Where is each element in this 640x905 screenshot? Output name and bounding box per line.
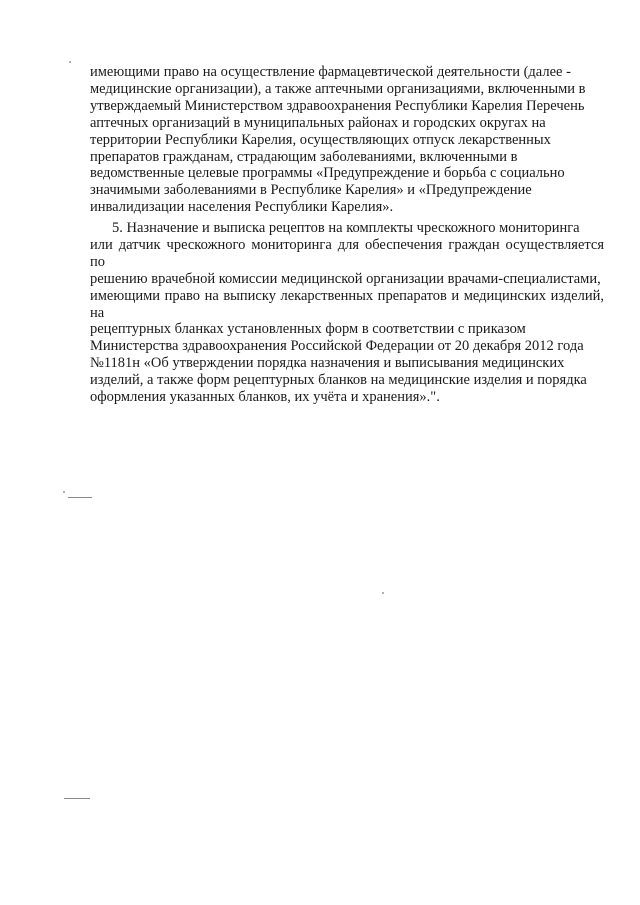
text-line: рецептурных бланках установленных форм в соответствии с приказом bbox=[90, 321, 526, 338]
text-line: значимыми заболеваниями в Республике Карелия» и «Предупреждение bbox=[90, 182, 532, 199]
scan-speck bbox=[69, 61, 71, 63]
text-line: ведомственные целевые программы «Предупреждение и борьба с социально bbox=[90, 165, 565, 182]
text-line: инвалидизации населения Республики Карелия». bbox=[90, 199, 394, 216]
text-line: имеющими право на осуществление фармацевтической деятельности (далее - bbox=[90, 64, 571, 80]
text-line: №1181н «Об утверждении порядка назначения и выписывания медицинских bbox=[90, 355, 565, 372]
text-line: утверждаемый Министерством здравоохранения Республики Карелия Перечень bbox=[90, 97, 585, 114]
text-line: 5. Назначение и выписка рецептов на комплекты чрескожного мониторинга bbox=[112, 220, 580, 236]
scan-speck bbox=[63, 491, 65, 493]
text-line: оформления указанных бланков, их учёта и хранения».". bbox=[90, 389, 440, 406]
text-line: Министерства здравоохранения Российской Федерации от 20 декабря 2012 года bbox=[90, 338, 584, 355]
scan-mark bbox=[64, 798, 90, 799]
paragraph-item-5 bbox=[90, 220, 604, 406]
text-line: территории Республики Карелия, осуществляющих отпуск лекарственных bbox=[90, 131, 551, 148]
text-line: изделий, а также форм рецептурных бланков на медицинские изделия и порядка bbox=[90, 372, 587, 389]
text-line: препаратов гражданам, страдающим заболеваниями, включенными в bbox=[90, 148, 518, 165]
text-line: решению врачебной комиссии медицинской организации врачами-специалистами, bbox=[90, 270, 601, 287]
text-line: аптечных организаций в муниципальных районах и городских округах на bbox=[90, 114, 546, 131]
scan-speck bbox=[382, 592, 384, 594]
text-line: имеющими право на выписку лекарственных препаратов и медицинских изделий, на bbox=[90, 287, 604, 321]
scan-mark bbox=[68, 497, 92, 498]
paragraph-continuation bbox=[90, 64, 604, 216]
text-line: медицинские организации), а также аптечными организациями, включенными в bbox=[90, 80, 586, 97]
text-line: или датчик чрескожного мониторинга для обеспечения граждан осуществляется по bbox=[90, 236, 604, 270]
